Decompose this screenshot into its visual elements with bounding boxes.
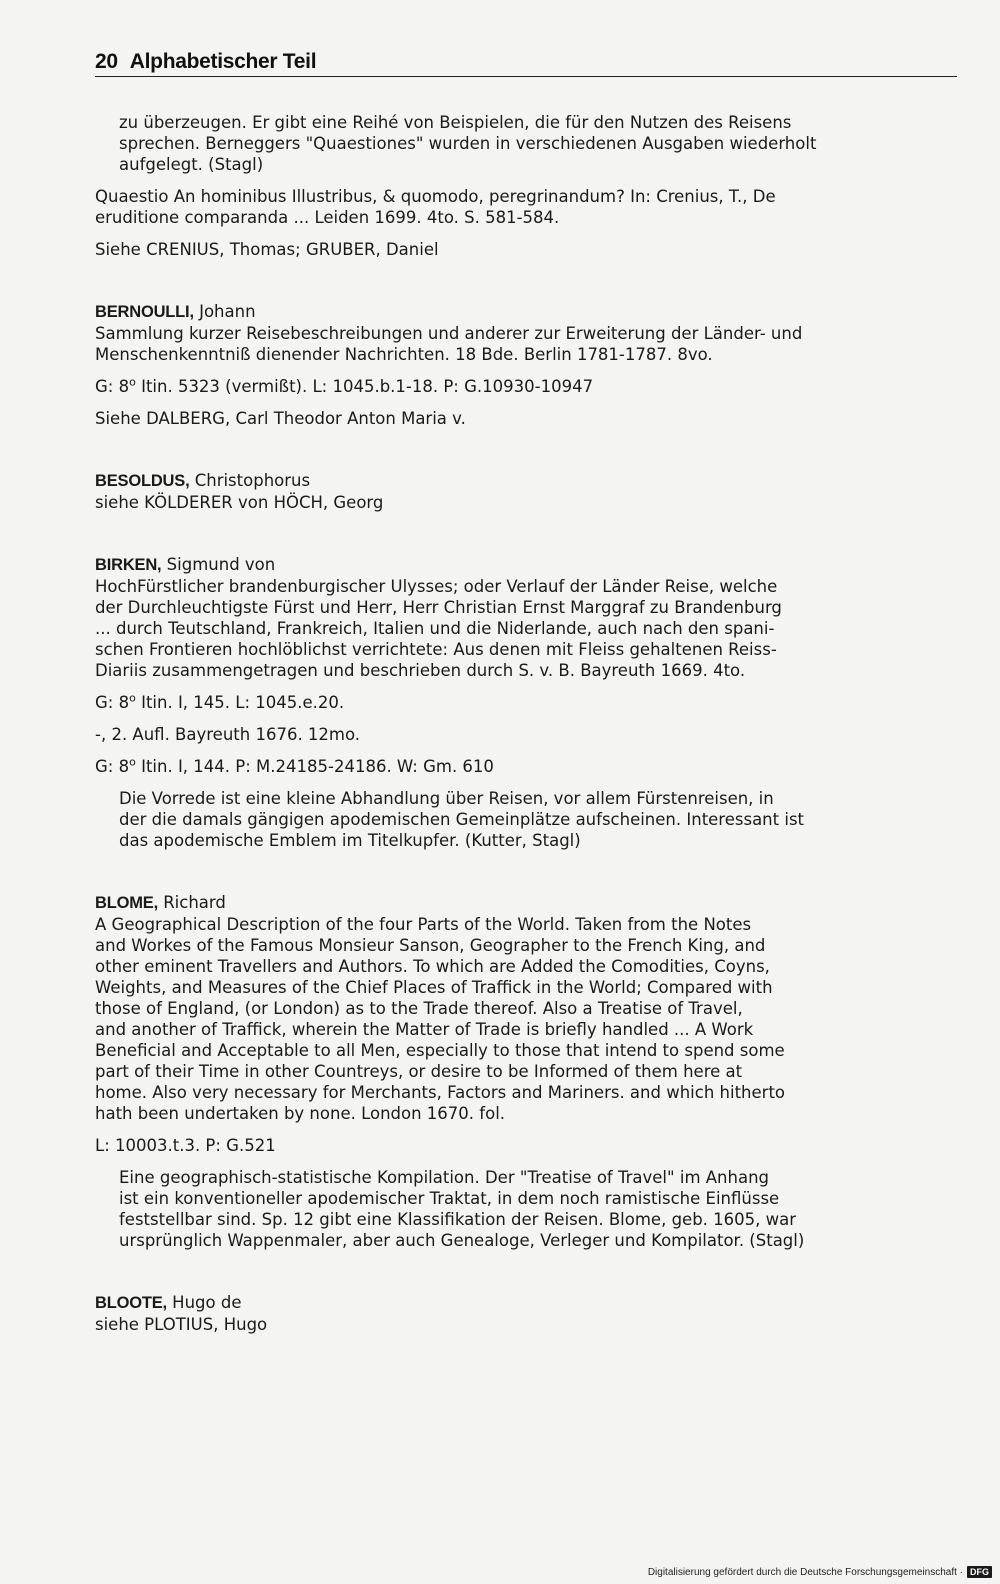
holdings: G: 8$^o$ Itin. I, 144. P: M.24185-24186. W: Gm. 610 bbox=[95, 755, 494, 776]
author-surname: BLOOTE, bbox=[95, 1294, 167, 1312]
text-line: eruditione comparanda ... Leiden 1699. 4to. S. 581-584. bbox=[95, 208, 560, 227]
entry-heading bbox=[95, 892, 935, 914]
see-reference: siehe PLOTIUS, Hugo bbox=[95, 1315, 268, 1334]
text-line: home. Also very necessary for Merchants, Factors and Mariners. and which hitherto bbox=[95, 1083, 786, 1102]
page-content bbox=[95, 112, 935, 1335]
text-line: Eine geographisch-statistische Kompilation. Der "Treatise of Travel" im Anhang bbox=[119, 1168, 770, 1187]
entry-comment bbox=[119, 1167, 935, 1251]
text-line: aufgelegt. (Stagl) bbox=[119, 155, 264, 174]
entry-blome bbox=[95, 892, 935, 1251]
text-line: and another of Traffick, wherein the Matter of Trade is briefly handled ... A Work bbox=[95, 1020, 754, 1039]
entry-heading bbox=[95, 554, 935, 576]
footer-text: Digitalisierung gefördert durch die Deutsche Forschungsgemeinschaft · bbox=[647, 1566, 963, 1578]
text-line: Beneficial and Acceptable to all Men, especially to those that intend to spend some bbox=[95, 1041, 785, 1060]
text-line: Sammlung kurzer Reisebeschreibungen und anderer zur Erweiterung der Länder- und bbox=[95, 324, 803, 343]
edition-line: -, 2. Aufl. Bayreuth 1676. 12mo. bbox=[95, 725, 361, 744]
entry-heading bbox=[95, 301, 935, 323]
text-line: Diariis zusammengetragen und beschrieben durch S. v. B. Bayreuth 1669. 4to. bbox=[95, 661, 746, 680]
author-forename: Hugo de bbox=[166, 1293, 242, 1312]
text-line: other eminent Travellers and Authors. To which are Added the Comodities, Coyns, bbox=[95, 957, 770, 976]
text-line: feststellbar sind. Sp. 12 gibt eine Klassifikation der Reisen. Blome, geb. 1605, war bbox=[119, 1210, 797, 1229]
see-reference: Siehe CRENIUS, Thomas; GRUBER, Daniel bbox=[95, 240, 439, 259]
text-line: schen Frontieren hochlöblichst verrichtete: Aus denen mit Fleiss gehaltenen Reiss- bbox=[95, 640, 777, 659]
entry-bernoulli bbox=[95, 301, 935, 429]
continued-comment bbox=[119, 112, 935, 175]
text-line: ursprünglich Wappenmaler, aber auch Genealoge, Verleger und Kompilator. (Stagl) bbox=[119, 1231, 805, 1250]
entry-comment bbox=[119, 788, 935, 851]
author-surname: BERNOULLI, bbox=[95, 303, 194, 321]
text-line: part of their Time in other Countreys, or desire to be Informed of them here at bbox=[95, 1062, 743, 1081]
holdings: G: 8$^o$ Itin. I, 145. L: 1045.e.20. bbox=[95, 691, 345, 712]
author-surname: BESOLDUS, bbox=[95, 472, 190, 490]
page-header bbox=[95, 50, 957, 77]
author-forename: Sigmund von bbox=[161, 555, 276, 574]
section-title: Alphabetischer Teil bbox=[129, 50, 317, 73]
entry-quaestio bbox=[95, 186, 935, 228]
text-line: ... durch Teutschland, Frankreich, Italien und die Niderlande, auch nach den spani- bbox=[95, 619, 775, 638]
text-line: zu überzeugen. Er gibt eine Reihé von Beispielen, die für den Nutzen des Reisens bbox=[119, 113, 792, 132]
text-line: those of England, (or London) as to the Trade thereof. Also a Treatise of Travel, bbox=[95, 999, 743, 1018]
author-forename: Johann bbox=[193, 302, 256, 321]
text-line: Menschenkenntniß dienender Nachrichten. 18 Bde. Berlin 1781-1787. 8vo. bbox=[95, 345, 713, 364]
holdings: G: 8$^o$ Itin. 5323 (vermißt). L: 1045.b.1-18. P: G.10930-10947 bbox=[95, 375, 594, 396]
entry-bloote bbox=[95, 1292, 935, 1335]
author-surname: BIRKEN, bbox=[95, 556, 162, 574]
holdings: L: 10003.t.3. P: G.521 bbox=[95, 1136, 276, 1155]
text-line: ist ein konventioneller apodemischer Traktat, in dem noch ramistische Einflüsse bbox=[119, 1189, 780, 1208]
entry-besoldus bbox=[95, 470, 935, 513]
dfg-footer bbox=[648, 1566, 992, 1578]
author-surname: BLOME, bbox=[95, 894, 158, 912]
author-forename: Richard bbox=[157, 893, 226, 912]
see-reference: Siehe DALBERG, Carl Theodor Anton Maria v. bbox=[95, 409, 466, 428]
entry-heading bbox=[95, 470, 935, 492]
text-line: Weights, and Measures of the Chief Places of Traffick in the World; Compared with bbox=[95, 978, 773, 997]
author-forename: Christophorus bbox=[189, 471, 311, 490]
page-number: 20 bbox=[95, 50, 118, 73]
text-line: der die damals gängigen apodemischen Gemeinplätze aufscheinen. Interessant ist bbox=[119, 810, 805, 829]
text-line: A Geographical Description of the four Parts of the World. Taken from the Notes bbox=[95, 915, 752, 934]
text-line: and Workes of the Famous Monsieur Sanson, Geographer to the French King, and bbox=[95, 936, 766, 955]
text-line: das apodemische Emblem im Titelkupfer. (Kutter, Stagl) bbox=[119, 831, 581, 850]
text-line: der Durchleuchtigste Fürst und Herr, Herr Christian Ernst Marggraf zu Brandenburg bbox=[95, 598, 782, 617]
text-line: sprechen. Berneggers "Quaestiones" wurden in verschiedenen Ausgaben wiederholt bbox=[119, 134, 817, 153]
text-line: hath been undertaken by none. London 1670. fol. bbox=[95, 1104, 506, 1123]
dfg-logo: DFG bbox=[967, 1566, 992, 1578]
text-line: Quaestio An hominibus Illustribus, & quomodo, peregrinandum? In: Crenius, T., De bbox=[95, 187, 776, 206]
entry-birken bbox=[95, 554, 935, 851]
text-line: HochFürstlicher brandenburgischer Ulysses; oder Verlauf der Länder Reise, welche bbox=[95, 577, 778, 596]
text-line: Die Vorrede ist eine kleine Abhandlung über Reisen, vor allem Fürstenreisen, in bbox=[119, 789, 774, 808]
see-reference: siehe KÖLDERER von HÖCH, Georg bbox=[95, 493, 384, 512]
entry-heading bbox=[95, 1292, 935, 1314]
